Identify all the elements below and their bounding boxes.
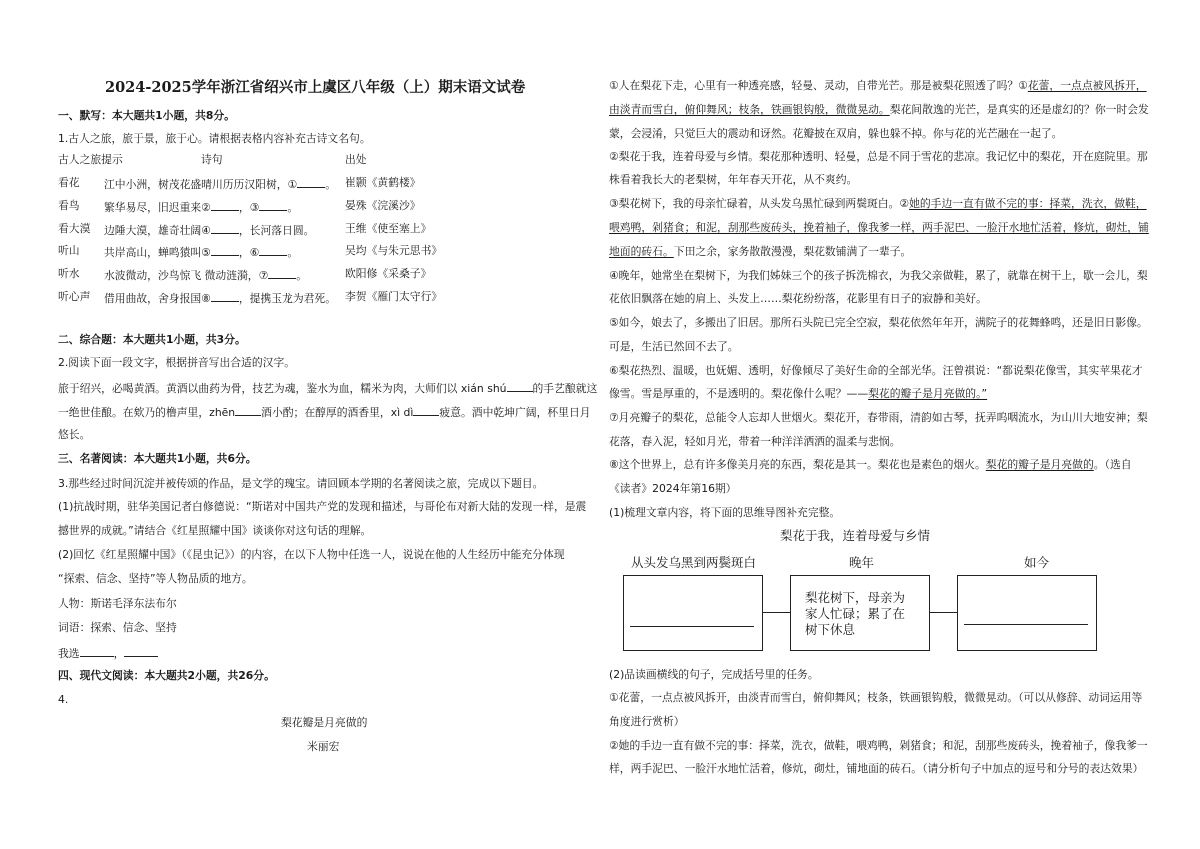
mind-map-title: 梨花于我，连着母爱与乡情 [780,528,931,543]
question-2-text-line: 悠长。 [58,428,91,441]
paragraph-4-line: ④晚年，她常坐在梨树下，为我们姊妹三个的孩子拆洗棉衣，为我父亲做鞋，累了，就靠在树干上，歇一会儿，梨 [609,269,1148,282]
choose-line: 我选 ， [58,645,158,661]
table-header-source: 出处 [345,153,367,166]
question-3-1-line: (1)抗战时期，驻华美国记者白修德说：“斯诺对中国共产党的发现和描述，与哥伦布对新大陆的发现一样，是震 [58,500,587,513]
table-row-poem: 繁华易尽，旧迟重来② ，③ 。 [104,201,299,214]
section-3-heading: 三、名著阅读：本大题共1小题，共6分。 [58,452,257,465]
table-row-source: 晏殊《浣溪沙》 [345,199,421,212]
mind-map-box-2-line: 树下休息 [805,622,856,637]
connector-line [762,612,790,613]
question-4-2-1-line: 角度进行赏析） [609,715,685,728]
paragraph-3-line: ③梨花树下，我的母亲忙碌着，从头发乌黑忙碌到两鬓斑白。②她的手边一直有做不完的事：择菜，洗衣，做鞋， [609,197,1147,210]
answer-blank-8[interactable] [211,290,239,302]
paragraph-6-line: 像雪。雪是厚重的，不是透明的。梨花像什么呢？——梨花的瓣子是月亮做的。” [609,387,988,400]
paragraph-5-line: 可是，生活已然回不去了。 [609,340,739,353]
answer-blank-3[interactable] [259,199,287,211]
table-row-poem: 共岸高山，蝉鸣猿叫⑤ ，⑥ 。 [104,246,299,259]
paragraph-1-line: 由淡青而雪白，俯仰舞风；枝条，铁画银钩般，微微晃动。梨花间散逸的光芒，是真实的还是虚幻的？你一时会发 [609,103,1149,116]
pinyin-blank-3[interactable] [413,404,439,416]
table-row-poem: 水波微动，沙鸟惊飞 微动涟漪，⑦ 。 [104,269,308,282]
choose-blank-2[interactable] [124,645,158,657]
paragraph-3-line [609,221,1149,235]
question-4-1: (1)梳理文章内容，将下面的思维导图补充完整。 [609,506,841,519]
question-2-text-line: 旅于绍兴，必喝黄酒。黄酒以曲药为骨，技艺为魂，鉴水为血，糯米为肉，大师们以 xián shú 的手艺酿就这 [58,382,598,395]
underlined-quote: 梨花的瓣子是月亮做的。” [868,387,988,400]
table-row-source: 王维《使至塞上》 [345,222,432,235]
underlined-sentence-2-end: 地面的砖石。 [609,245,674,258]
question-4: 4. [58,693,69,706]
essay-title: 梨花瓣是月亮做的 [281,716,368,729]
question-2-text-line: 一绝世佳酿。在欸乃的橹声里，zhēn 酒小酌；在醇厚的酒香里，xì dì 疲意。酒中乾坤广阔，杯里日月 [58,406,591,419]
mind-map-box-2-line: 家人忙碌；累了在 [805,606,906,621]
people-options: 人物：斯诺毛泽东法布尔 [58,597,177,610]
table-row-poem: 借用曲故，舍身报国⑧ ，提携玉龙为君死。 [104,292,337,305]
table-row-hint: 看大漠 [58,222,91,235]
table-row-poem: 边陲大漠，雄奇壮阔④ ，长河落日圆。 [104,224,315,237]
question-3-2-line: (2)回忆《红星照耀中国》（《昆虫记》）的内容，在以下人物中任选一人，说说在他的人生经历中能充分体现 [58,548,565,561]
question-2: 2.阅读下面一段文字，根据拼音写出合适的汉字。 [58,356,296,369]
answer-blank-2[interactable] [211,199,239,211]
underlined-sentence-2: 她的手边一直有做不完的事：择菜，洗衣，做鞋， [909,197,1147,210]
word-options: 词语：探索、信念、坚持 [58,621,177,634]
mind-map-box-3[interactable] [957,575,1097,651]
answer-blank-5[interactable] [211,244,239,256]
question-3-1-line: 撼世界的成就。”请结合《红星照耀中国》谈谈你对这句话的理解。 [58,524,372,537]
answer-blank-1[interactable] [297,176,325,188]
table-row-source: 李贺《雁门太守行》 [345,290,443,303]
table-header-poem: 诗句 [201,153,223,166]
table-header-hint: 古人之旅提示 [58,153,123,166]
pinyin-blank-2[interactable] [235,404,261,416]
underlined-sentence-1-cont: 由淡青而雪白，俯仰舞风；枝条，铁画银钩般，微微晃动。 [609,103,890,116]
table-row-hint: 听山 [58,244,80,257]
paragraph-3-line: 地面的砖石。下田之余，家务散散漫漫，梨花数铺满了一辈子。 [609,245,912,258]
paragraph-8-line: ⑧这个世界上，总有许多像美月亮的东西，梨花是其一。梨花也是素色的烟火。梨花的瓣子是月亮做的。（选自 [609,458,1132,471]
paragraph-7-line: ⑦月亮瓣子的梨花，总能令人忘却人世烟火。梨花开，春带雨，清韵如古琴，抚弄呜咽流水，为山川大地安神；梨 [609,411,1148,424]
pinyin-blank-1[interactable] [507,380,533,392]
paragraph-8-source: 《读者》2024年第16期） [609,482,737,495]
table-row-source: 欧阳修《采桑子》 [345,267,432,280]
mind-map-box-2 [790,575,930,651]
essay-author: 米丽宏 [307,740,340,753]
table-row-hint: 看花 [58,176,80,189]
question-4-2-2-line: 样，两手泥巴、一脸汗水地忙活着，修炕，砌灶，铺地面的砖石。（请分析句子中加点的逗号和分号的表达效果） [609,762,1144,775]
table-row-source: 吴均《与朱元思书》 [345,244,443,257]
choose-blank-1[interactable] [80,645,114,657]
paragraph-7-line: 花落，春入泥，轻如月光，带着一种洋洋洒洒的温柔与悲悯。 [609,435,901,448]
paragraph-5-line: ⑤如今，娘去了，多搬出了旧居。那所石头院已完全空寂，梨花依然年年开，满院子的花舞蜂鸣，还是旧日影像。 [609,316,1148,329]
mind-map-box-2-line: 梨花树下，母亲为 [805,590,906,605]
connector-line [929,612,957,613]
table-row-poem: 江中小洲，树茂花盛晴川历历汉阳树，① 。 [104,178,337,191]
question-4-2-2-line: ②她的手边一直有做不完的事：择菜，洗衣，做鞋，喂鸡鸭，剁猪食；和泥，刮那些废砖头，挽着袖子，像我爹一 [609,739,1148,752]
answer-line [964,624,1088,625]
table-row-source: 崔颢《黄鹤楼》 [345,176,421,189]
table-row-hint: 听水 [58,267,80,280]
paragraph-6-line: ⑥梨花热烈、温暖，也妩媚、透明，好像倾尽了美好生命的全部光华。汪曾祺说：“都说梨花像雪，其实苹果花才 [609,364,1143,377]
paragraph-4-line: 花依旧飘落在她的肩上、头发上……梨花纷纷落，花影里有日子的寂静和美好。 [609,292,987,305]
section-4-heading: 四、现代文阅读：本大题共2小题，共26分。 [58,669,275,682]
mind-map-head-3: 如今 [1024,555,1050,570]
underlined-sentence-1: 花蕾，一点点被风拆开， [1027,79,1147,92]
question-4-2-1-line: ①花蕾，一点点被风拆开，由淡青而雪白，俯仰舞风；枝条，铁画银钩般，微微晃动。（可以从修辞、动词运用等 [609,691,1143,704]
paragraph-2-line: 株看着我长大的老梨树，年年春天开花，从不爽约。 [609,173,858,186]
mind-map-box-1[interactable] [623,575,763,651]
underlined-ending: 梨花的瓣子是月亮做的 [985,458,1094,471]
paragraph-1-line: ①人在梨花下走，心里有一种透亮感，轻曼、灵动，自带光芒。那是被梨花照透了吗？①花蕾，一点点被风拆开， [609,79,1147,92]
mind-map-head-2: 晚年 [849,555,875,570]
paragraph-2-line: ②梨花于我，连着母爱与乡情。梨花那种透明、轻曼，总是不同于雪花的悲凉。我记忆中的梨花，开在庭院里。那 [609,150,1148,163]
question-4-2: (2)品读画横线的句子，完成括号里的任务。 [609,668,819,681]
paragraph-1-line: 蒙，会浸淆，只觉巨大的震动和讶然。花瓣披在双肩，躲也躲不掉。你与花的光芒融在一起了。 [609,127,1063,140]
table-row-hint: 听心声 [58,290,91,303]
section-1-heading: 一、默写：本大题共1小题，共8分。 [58,109,235,122]
question-3: 3.那些经过时间沉淀并被传颂的作品，是文学的瑰宝。请回顾本学期的名著阅读之旅，完成以下题目。 [58,477,544,490]
section-2-heading: 二、综合题：本大题共1小题，共3分。 [58,333,246,346]
question-1: 1.古人之旅，旅于景，旅于心。请根据表格内容补充古诗文名句。 [58,132,371,145]
answer-line [630,626,754,627]
answer-blank-4[interactable] [211,222,239,234]
mind-map-head-1: 从头发乌黑到两鬓斑白 [631,555,757,570]
exam-title: 2024-2025学年浙江省绍兴市上虞区八年级（上）期末语文试卷 [105,79,526,96]
answer-blank-6[interactable] [259,244,287,256]
table-row-hint: 看鸟 [58,199,80,212]
answer-blank-7[interactable] [268,267,296,279]
underlined-sentence-2-cont: 喂鸡鸭，剁猪食；和泥，刮那些废砖头，挽着袖子，像我爹一样，两手泥巴、一脸汗水地忙活着，修炕，砌灶，铺 [609,221,1149,234]
question-3-2-line: “探索、信念、坚持”等人物品质的地方。 [58,572,253,585]
